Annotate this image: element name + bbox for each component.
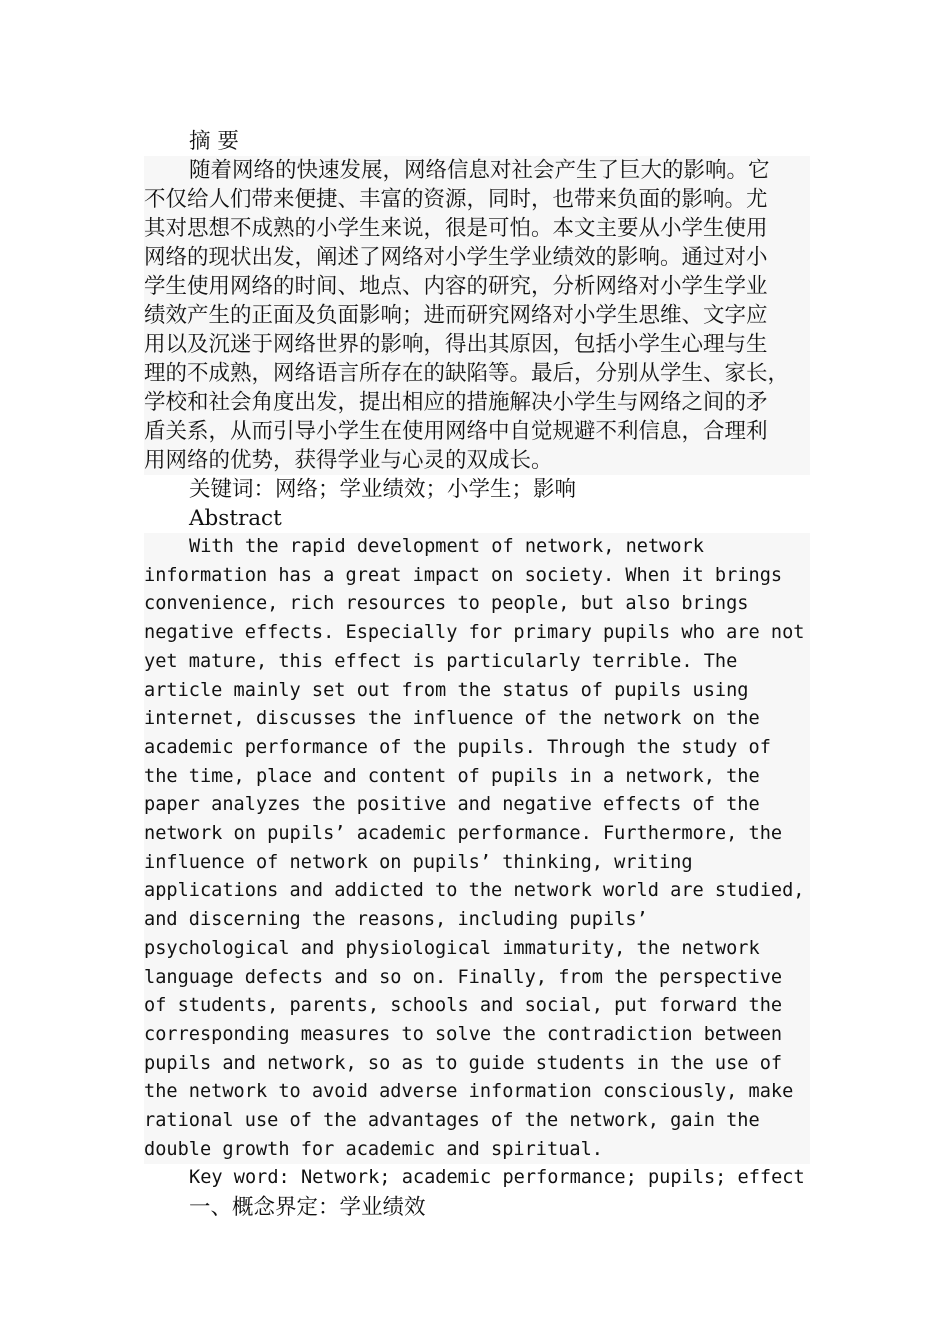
section-heading: 一、概念界定：学业绩效: [189, 1195, 426, 1221]
abstract-body-cn: 随着网络的快速发展，网络信息对社会产生了巨大的影响。它 不仅给人们带来便捷、丰富的资源，同时，也带来负面的影响。尤 其对思想不成熟的小学生来说，很是可怕。本文主要从小学生使用 网络的现状出发，阐述了网络对小学生学业绩效的影响。通过对小 学生使用网络的时间、地点、内容的研究，分析网络对小学生学业 绩效产生的正面及负面影响；进而研究网络对小学生思维、文字应 用以及沉迷于网络世界的影响，得出其原因，包括小学生心理与生 理的不成熟，网络语言所存在的缺陷等。最后，分别从学生、家长， 学校和社会角度出发，提出相应的措施解决小学生与网络之间的矛 盾关系，从而引导小学生在使用网络中自觉规避不利信息，合理利 用网络的优势，获得学业与心灵的双成长。: [144, 156, 810, 475]
keywords-en: Key word: Network; academic performance; pupils; effect: [189, 1167, 805, 1189]
keywords-cn: 关键词：网络；学业绩效；小学生；影响: [189, 477, 577, 502]
abstract-heading-cn: 摘 要: [189, 129, 239, 154]
abstract-body-en: With the rapid development of network, network information has a great impact on society. When it brings convenience, rich resources to people, but also brings negative effects. Especially for primary pupils who are not yet mature, this effect is particularly terrible. The article mainly set out from the status of pupils using internet, discusses the influence of the network on the academic performance of the pupils. Through the study of the time, place and content of pupils in a network, the paper analyzes the positive and negative effects of the network on pupils’ academic performance. Furthermore, the influence of network on pupils’ thinking, writing applications and addicted to the network world are studied, and discerning the reasons, including pupils’ psychological and physiological immaturity, the network language defects and so on. Finally, from the perspective of students, parents, schools and social, put forward the corresponding measures to solve the contradiction between pupils and network, so as to guide students in the use of the network to avoid adverse information consciously, make rational use of the advantages of the network, gain the double growth for academic and spiritual.: [144, 533, 810, 1164]
abstract-heading-en: Abstract: [189, 506, 282, 531]
document-page: [144, 127, 810, 1222]
